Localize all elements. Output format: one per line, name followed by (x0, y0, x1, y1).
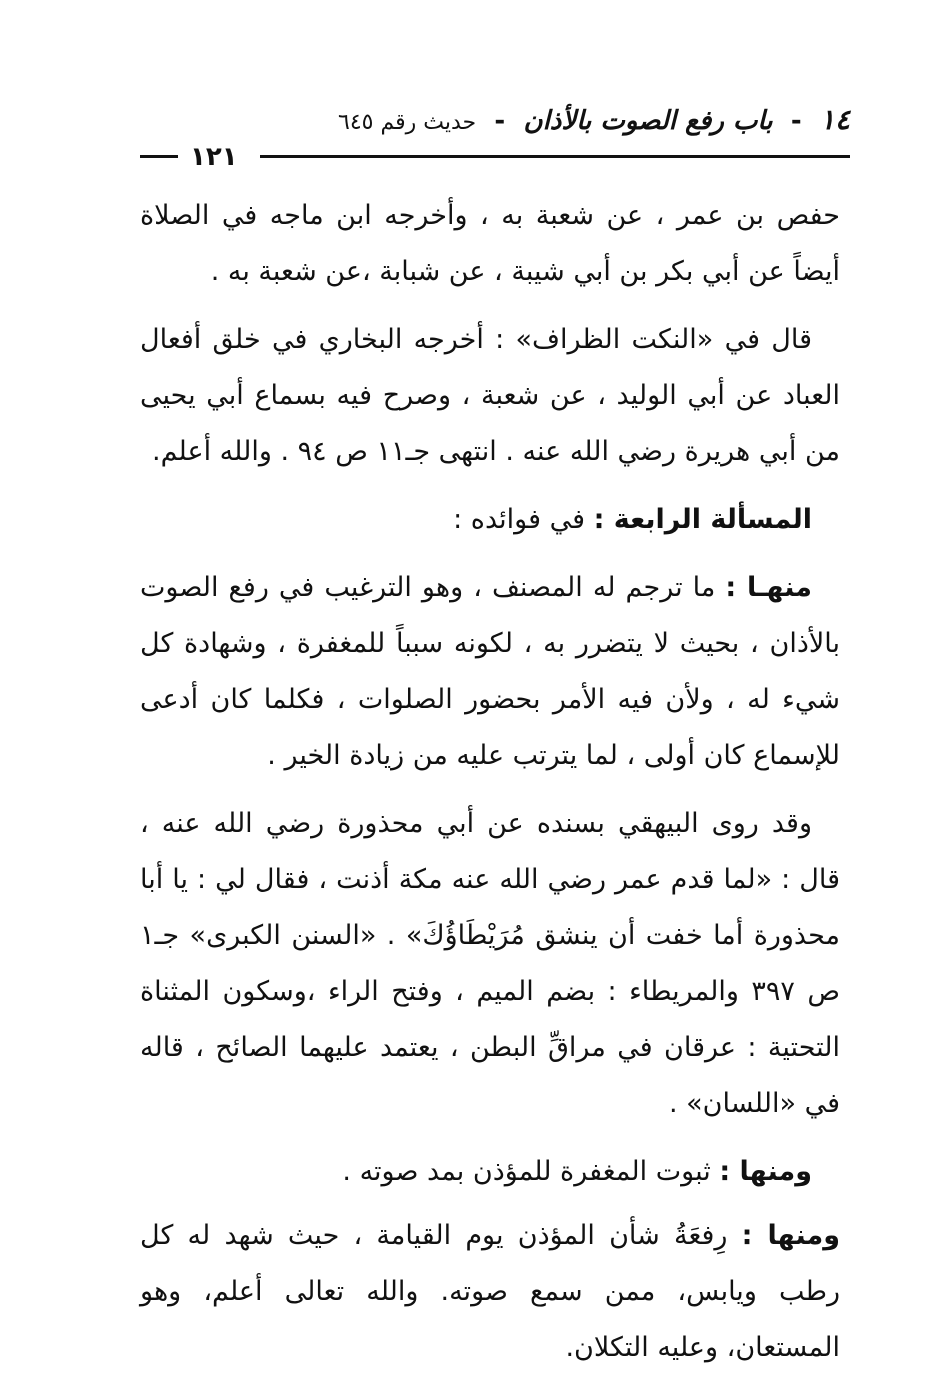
header-separator: - (790, 106, 802, 136)
section-heading-text: في فوائده : (453, 504, 594, 535)
running-header (140, 100, 850, 180)
chapter-number: ١٤ (819, 103, 850, 136)
paragraph-lead: منهـا : (725, 572, 812, 603)
paragraph-benefit-3 (140, 1208, 840, 1376)
page-body (140, 188, 840, 1388)
section-heading-lead: المسألة الرابعة : (593, 504, 812, 535)
paragraph-text: حفص بن عمر ، عن شعبة به ، وأخرجه ابن ماجه في الصلاة أيضاً عن أبي بكر بن أبي شيبة ، عن شبابة ،عن شعبة به . (140, 200, 840, 287)
header-separator-2: - (494, 106, 506, 136)
paragraph-lead: ومنها : (719, 1156, 812, 1187)
paragraph-2 (140, 312, 840, 480)
paragraph-text: قال في «النكت الظراف» : أخرجه البخاري في خلق أفعال العباد عن أبي الوليد ، عن شعبة ، وصرح فيه بسماع أبي يحيى من أبي هريرة رضي الله عنه . انتهى جـ١١ ص ٩٤ . والله أعلم. (140, 324, 840, 467)
header-rule (260, 155, 850, 158)
paragraph-text: رِفعَةُ شأن المؤذن يوم القيامة ، حيث شهد له كل رطب ويابس، ممن سمع صوته. والله تعالى أعلم، وهو المستعان، وعليه التكلان. (140, 1220, 840, 1363)
page-number-dash (140, 155, 178, 158)
paragraph-text: ما ترجم له المصنف ، وهو الترغيب في رفع الصوت بالأذان ، بحيث لا يتضرر به ، لكونه سبباً للمغفرة ، وشهادة كل شيء له ، ولأن فيه الأمر بحضور الصلوات ، فكلما كان أدعى للإسماع كان أولى ، لما يترتب عليه من زيادة الخير . (140, 572, 840, 771)
chapter-title: باب رفع الصوت بالأذان (523, 106, 773, 136)
page-number: ١٢١ (190, 142, 238, 172)
paragraph-text: ثبوت المغفرة للمؤذن بمد صوته . (342, 1156, 720, 1187)
paragraph-benefit-2 (140, 1144, 840, 1200)
header-title-row (338, 100, 850, 143)
paragraph-bayhaqi (140, 796, 840, 1132)
paragraph-lead: ومنها : (741, 1220, 840, 1251)
paragraph-1 (140, 188, 840, 300)
hadith-reference: حديث رقم ٦٤٥ (338, 110, 477, 135)
paragraph-text: وقد روى البيهقي بسنده عن أبي محذورة رضي الله عنه ، قال : «لما قدم عمر رضي الله عنه مكة أذنت ، فقال لي : يا أبا محذورة أما خفت أن ينشق مُرَيْطَاؤُكَ» . «السنن الكبرى» جـ١ ص ٣٩٧ والمريطاء : بضم الميم ، وفتح الراء ،وسكون المثناة التحتية : عرقان في مراقِّ البطن ، يعتمد عليهما الصائح ، قاله في «اللسان» . (140, 808, 840, 1119)
paragraph-benefit-1 (140, 560, 840, 784)
page-number-group (140, 140, 238, 174)
section-heading-fourth-issue (140, 492, 840, 548)
